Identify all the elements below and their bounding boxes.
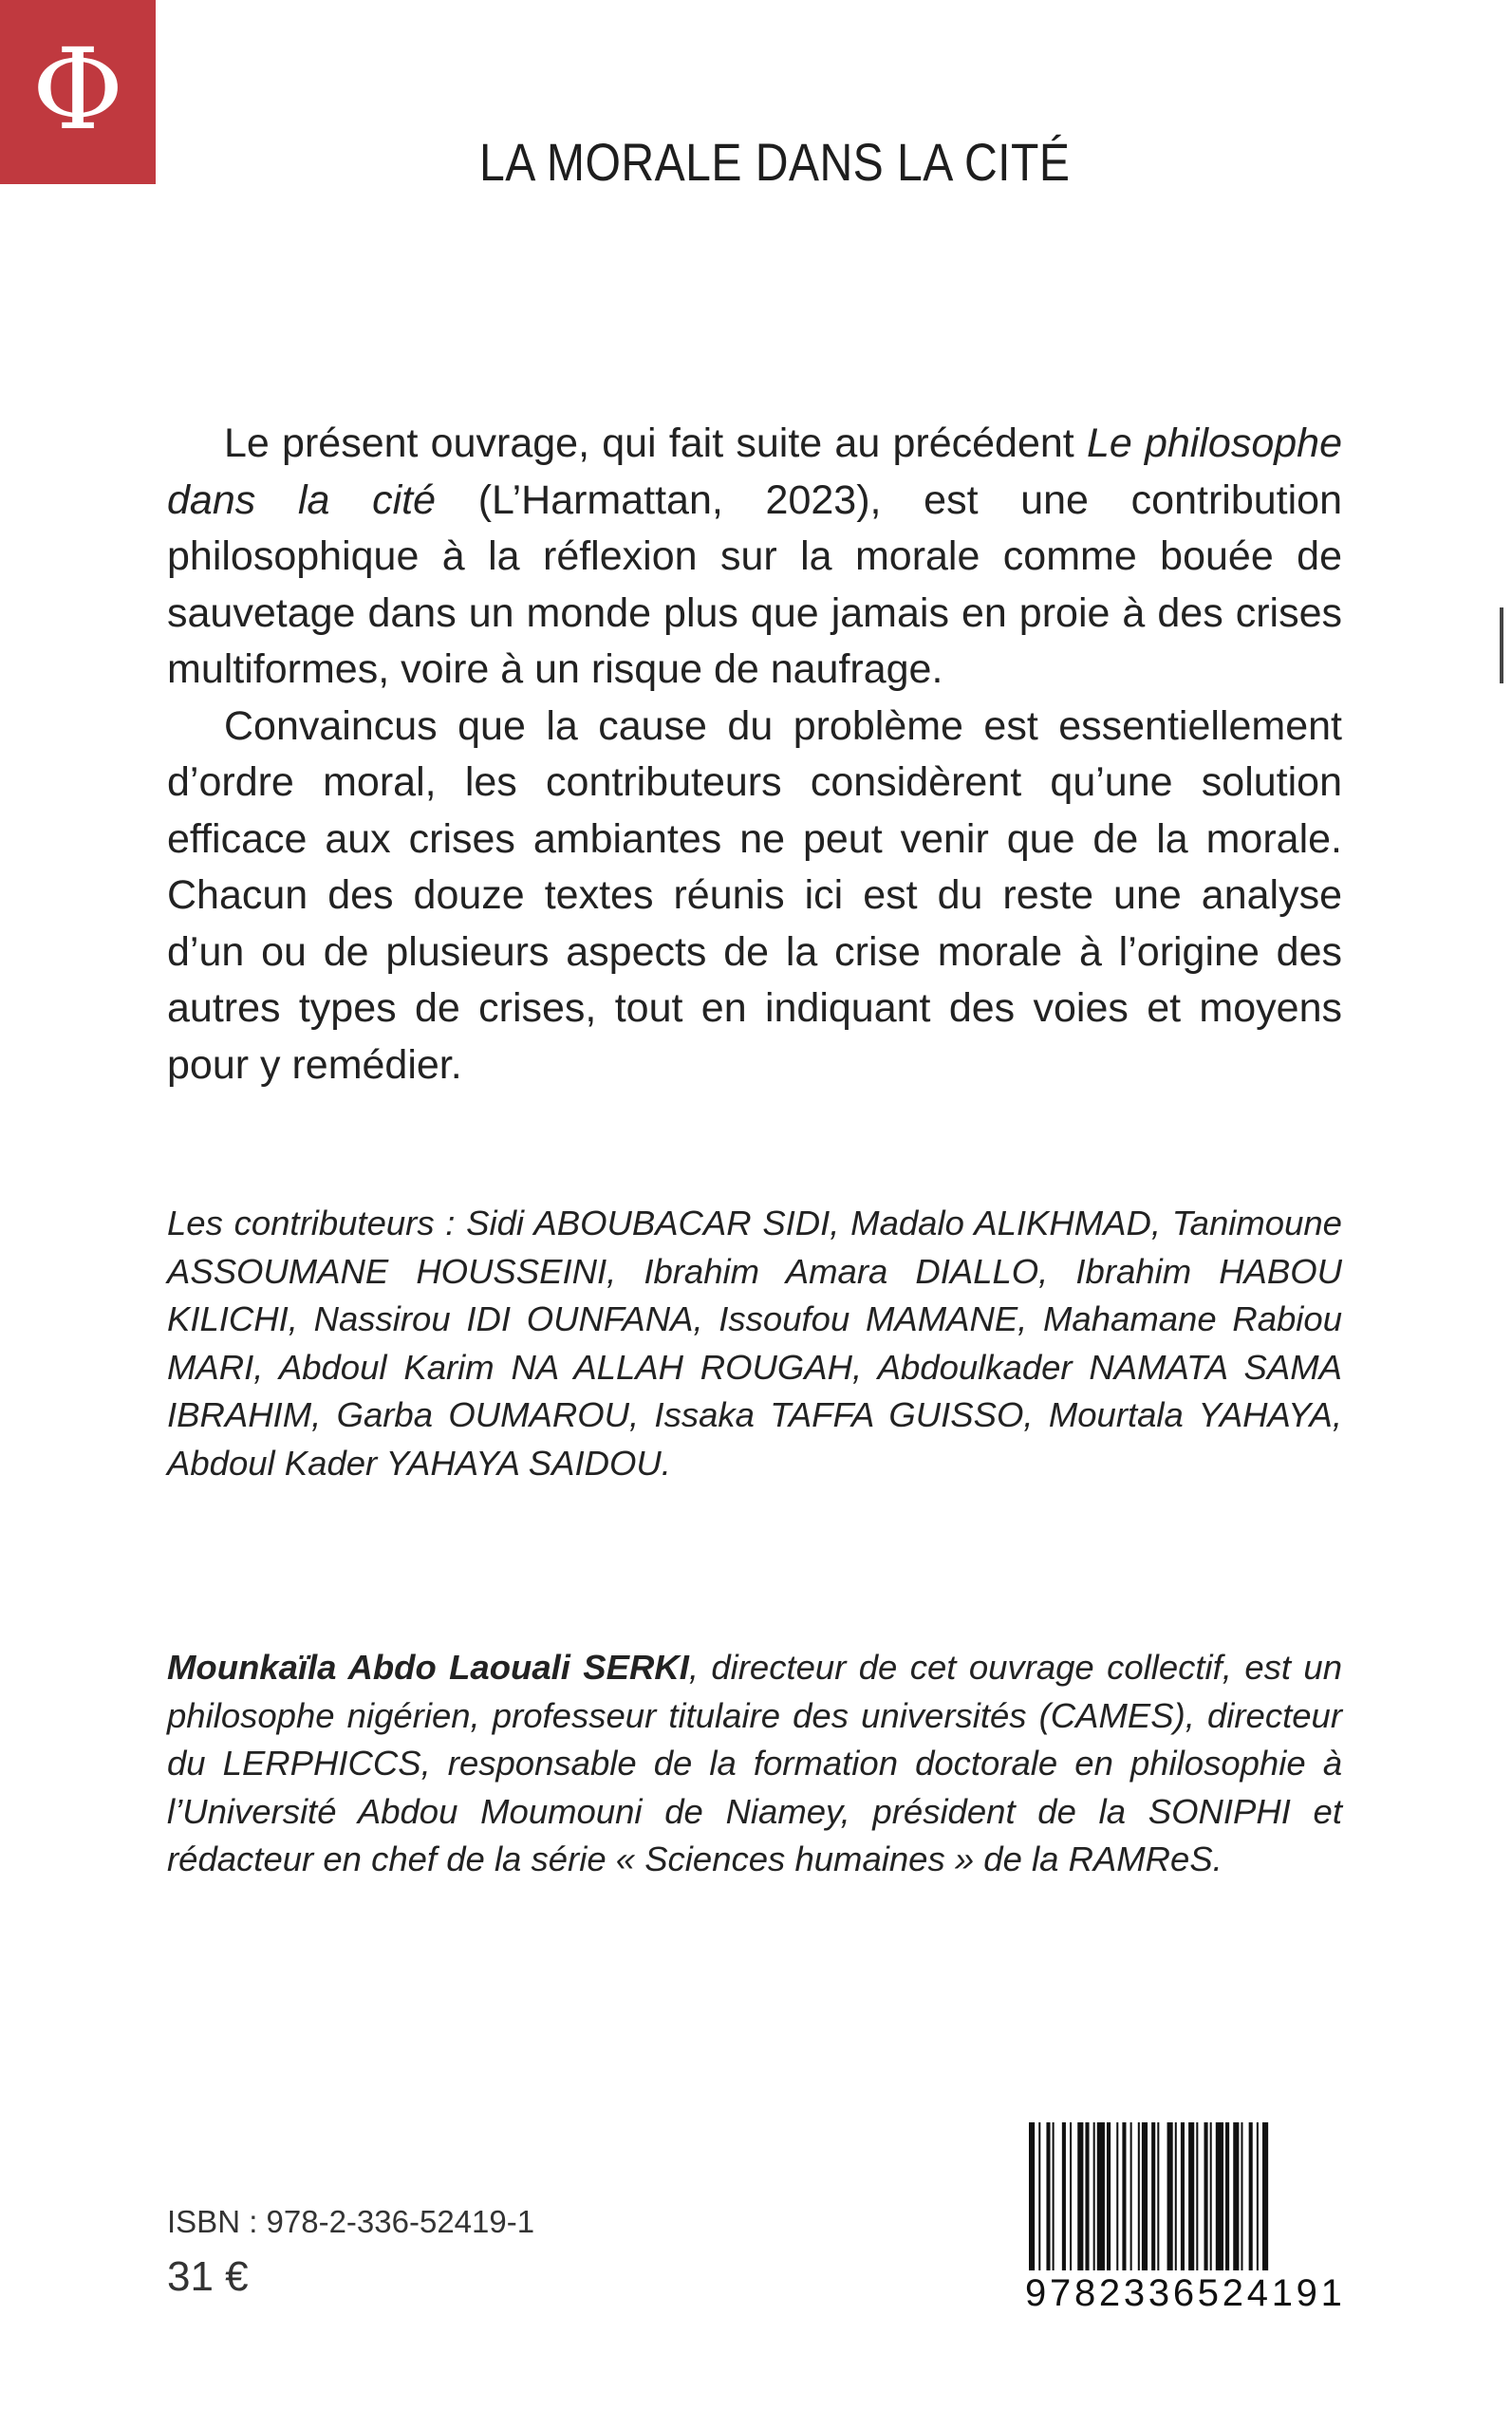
book-title: LA MORALE DANS LA CITÉ	[479, 132, 1071, 192]
barcode-bar	[1241, 2122, 1242, 2270]
barcode-bar	[1142, 2122, 1148, 2270]
barcode-digit: 5	[1197, 2272, 1220, 2314]
barcode-bar	[1157, 2122, 1159, 2270]
author-bio	[167, 1644, 1342, 1884]
phi-icon: Φ	[31, 24, 124, 155]
barcode-bar	[1070, 2122, 1072, 2270]
barcode-digit: 1	[1271, 2272, 1293, 2314]
barcode-bar	[1046, 2122, 1050, 2270]
barcode-digit: 3	[1123, 2272, 1146, 2314]
barcode-bar	[1116, 2122, 1118, 2270]
barcode-bar	[1188, 2122, 1194, 2270]
barcode-digit: 9	[1296, 2272, 1317, 2314]
barcode-bar	[1130, 2122, 1132, 2270]
barcode-digit: 6	[1172, 2272, 1195, 2314]
barcode-bar	[1262, 2122, 1268, 2270]
barcode-bar	[1038, 2122, 1040, 2270]
barcode-digit: 8	[1073, 2272, 1096, 2314]
barcode-bar	[1053, 2122, 1055, 2270]
barcode-bar	[1249, 2122, 1253, 2270]
barcode-bar	[1233, 2122, 1239, 2270]
barcode-bar	[1175, 2122, 1177, 2270]
barcode-bar	[1225, 2122, 1229, 2270]
isbn: ISBN : 978-2-336-52419-1	[167, 2204, 535, 2239]
barcode-bar	[1216, 2122, 1223, 2270]
barcode-digit: 2	[1222, 2272, 1243, 2314]
barcode-bar	[1085, 2122, 1089, 2270]
barcode-bar	[1204, 2122, 1208, 2270]
summary-text	[167, 416, 1342, 1093]
barcode-bar	[1257, 2122, 1259, 2270]
contributors-list: Les contributeurs : Sidi ABOUBACAR SIDI, Madalo ALIKHMAD, Tanimoune ASSOUMANE HOUSSEINI, Ibrahim Amara DIALLO, Ibrahim HABOU KILICHI, Nassirou IDI OUNFANA, Issoufou MAMANE, Mahamane Rabiou MARI, Abdoul Karim NA ALLAH ROUGAH, Abdoulkader NAMATA SAMA IBRAHIM, Garba OUMAROU, Issaka TAFFA GUISSO, Mourtala YAHAYA, Abdoul Kader YAHAYA SAIDOU.	[167, 1204, 1342, 1483]
author-description: , directeur de cet ouvrage collectif, est un philosophe nigérien, professeur titulaire des universités (CAMES), directeur du LERPHICCS, responsable de la formation doctorale en philosophie à l’Université Abdou Moumouni de Niamey, président de la SONIPHI et rédacteur en chef de la série « Sciences humaines » de la RAMReS.	[167, 1648, 1343, 1878]
barcode-bar	[1122, 2122, 1126, 2270]
barcode-digits	[1025, 2272, 1342, 2315]
summary-p1-start: Le présent ouvrage, qui fait suite au précédent	[224, 420, 1087, 466]
barcode-bar	[1097, 2122, 1105, 2270]
barcode-bar	[1196, 2122, 1198, 2270]
summary-p1-end: (L’Harmattan, 2023), est une contribution philosophique à la réflexion sur la morale comme bouée de sauvetage dans un monde plus que jamais en proie à des crises multiformes, voire à un risque de naufrage.	[167, 476, 1342, 692]
summary-paragraph-2: Convaincus que la cause du problème est essentiellement d’ordre moral, les contributeurs considèrent qu’une solution efficace aux crises ambiantes ne peut venir que de la morale. Chacun des douze textes réunis ici est du reste une analyse d’un ou de plusieurs aspects de la crise morale à l’origine des autres types de crises, tout en indiquant des voies et moyens pour y remédier.	[167, 702, 1342, 1088]
barcode-digit: 1	[1320, 2272, 1342, 2314]
barcode-bar	[1062, 2122, 1066, 2270]
barcode-bar	[1107, 2122, 1111, 2270]
author-name: Mounkaïla Abdo Laouali SERKI	[167, 1648, 689, 1687]
summary-paragraph-1	[167, 416, 1342, 699]
barcode	[1025, 2122, 1342, 2322]
barcode-bar	[1210, 2122, 1212, 2270]
barcode-bar	[1029, 2122, 1035, 2270]
cited-book-title: Le philosophe dans la cité	[167, 420, 1342, 523]
publisher-logo	[0, 0, 156, 184]
barcode-bar	[1077, 2122, 1083, 2270]
barcode-bars	[1025, 2122, 1342, 2270]
barcode-bar	[1167, 2122, 1173, 2270]
price: 31 €	[167, 2253, 249, 2300]
barcode-bar	[1093, 2122, 1095, 2270]
barcode-digit: 9	[1025, 2272, 1047, 2314]
barcode-digit: 4	[1246, 2272, 1268, 2314]
barcode-digit: 7	[1049, 2272, 1072, 2314]
barcode-bar	[1181, 2122, 1185, 2270]
barcode-digit: 2	[1098, 2272, 1121, 2314]
barcode-bar	[1138, 2122, 1140, 2270]
edge-mark	[1500, 607, 1503, 683]
barcode-bar	[1151, 2122, 1155, 2270]
barcode-digit: 3	[1148, 2272, 1170, 2314]
